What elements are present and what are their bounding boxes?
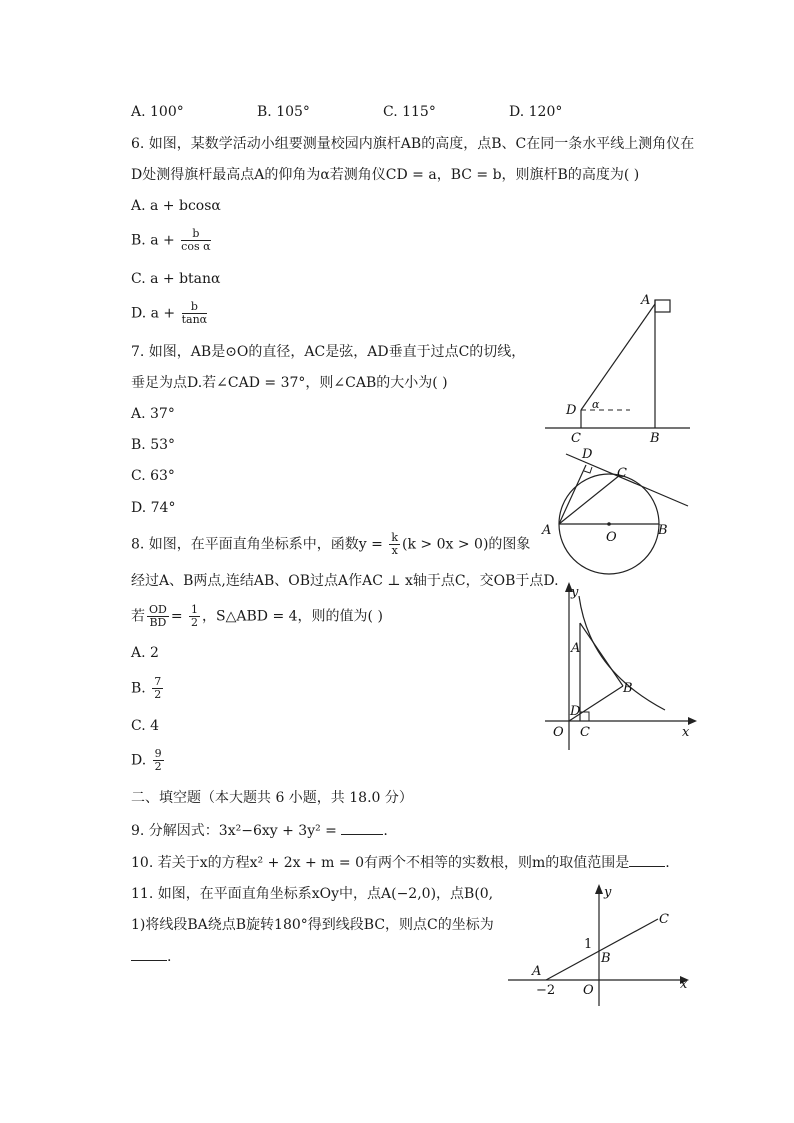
fig7-label-c: C (617, 466, 627, 481)
q7-option-b[interactable]: B. 53° (131, 437, 176, 453)
q6-option-d-num: b (182, 301, 208, 314)
q8-half (189, 604, 200, 629)
fig7-segment-ad (559, 465, 586, 524)
fig7-label-a: A (542, 523, 552, 538)
q8-half-num: 1 (191, 603, 199, 616)
q8-option-b-num: 7 (154, 675, 162, 688)
q11-answer-blank[interactable] (131, 946, 167, 961)
fig7-label-o: O (606, 530, 617, 545)
q6-option-d-den: tanα (181, 313, 208, 326)
fig6-label-d: D (566, 403, 577, 418)
q8-line3-prefix: 若 (131, 608, 145, 625)
q8-stem-line1 (131, 532, 530, 557)
fig6-label-c: C (571, 431, 581, 446)
q8-stem-line2: 经过A、B两点,连结AB、OB过点A作AC ⊥ x轴于点C，交OB于点D. (131, 573, 559, 589)
q8-bd: BD (149, 616, 167, 629)
section-heading: 二、填空题（本大题共 6 小题，共 18.0 分） (131, 790, 413, 806)
q8-option-d[interactable] (131, 748, 166, 773)
fig6-label-b: B (650, 431, 660, 446)
q6-option-b-den: cos α (181, 240, 211, 253)
fig7-chord-ac (559, 475, 620, 524)
fig11-label-a: A (532, 964, 542, 979)
fig7-label-b: B (658, 523, 668, 538)
q7-stem-line2: 垂足为点D.若∠CAD = 37°，则∠CAB的大小为( ) (131, 375, 448, 391)
q11-stem-line1: 11. 如图，在平面直角坐标系xOy中，点A(−2,0)，点B(0, (131, 886, 494, 902)
fig8-label-c: C (580, 725, 590, 740)
fig11-label-b: B (601, 951, 611, 966)
fig7-label-d: D (582, 447, 593, 462)
q6-stem-line2: D处测得旗杆最高点A的仰角为α若测角仪CD = a，BC = b，则旗杆B的高度为( ) (131, 167, 640, 183)
q8-option-d-den: 2 (154, 760, 162, 773)
q8-option-c[interactable]: C. 4 (131, 718, 160, 734)
q6-option-b[interactable] (131, 228, 213, 253)
figure-hyperbola (545, 578, 695, 750)
q11-stem-line2: 1)将线段BA绕点B旋转180°得到线段BC，则点C的坐标为 (131, 917, 494, 933)
q8-k: k (391, 531, 399, 544)
q6-option-d-fraction (182, 301, 208, 326)
q8-x: x (391, 544, 398, 557)
q8-line1-prefix: 8. 如图，在平面直角坐标系中，函数y = (131, 536, 388, 553)
q6-stem-line1: 6. 如图，某数学活动小组要测量校园内旗杆AB的高度，点B、C在同一条水平线上测角仪在 (131, 136, 695, 152)
q10-answer-blank[interactable] (629, 852, 665, 867)
q11-stem-line3 (131, 946, 171, 967)
q8-option-b-den: 2 (154, 688, 162, 701)
fig6-label-alpha: α (592, 398, 600, 411)
q8-line3-mid: = (170, 608, 188, 625)
q7-option-a[interactable]: A. 37° (131, 406, 175, 422)
q8-option-b[interactable] (131, 676, 165, 701)
q6-option-a[interactable]: A. a + bcosα (131, 198, 221, 214)
figure-flagpole (540, 290, 692, 450)
q6-option-b-prefix: B. a + (131, 232, 180, 249)
fig8-label-d: D (570, 704, 581, 719)
q8-option-d-prefix: D. (131, 752, 151, 769)
q6-option-c[interactable]: C. a + btanα (131, 271, 221, 287)
fig11-label-x: x (680, 977, 688, 992)
q6-option-d[interactable] (131, 301, 209, 326)
fig8-label-x: x (682, 725, 690, 740)
q9-end: . (383, 823, 388, 839)
q10-end: . (665, 855, 670, 871)
fig6-label-a: A (641, 293, 651, 308)
fig6-sight-line (581, 304, 655, 410)
q6-option-b-num: b (181, 228, 210, 241)
fig11-label-1: 1 (584, 937, 593, 952)
fig7-center-dot (607, 522, 611, 526)
fig11-segment-ac (546, 919, 658, 980)
q8-od: OD (149, 603, 167, 616)
q8-option-b-fraction (152, 676, 163, 701)
q5-option-a[interactable]: A. 100° (131, 104, 184, 120)
q8-k-over-x (389, 532, 400, 557)
q8-stem-line3 (131, 604, 383, 629)
fig8-label-b: B (623, 681, 633, 696)
q8-option-b-prefix: B. (131, 680, 151, 697)
q9-stem (131, 820, 388, 841)
q8-option-a[interactable]: A. 2 (131, 645, 159, 661)
q7-option-c[interactable]: C. 63° (131, 468, 175, 484)
q9-text: 9. 分解因式：3x²−6xy + 3y² = (131, 823, 342, 839)
fig8-label-y: y (571, 585, 579, 600)
figure-circle-tangent (538, 448, 694, 580)
fig6-flag (655, 300, 670, 312)
fig8-label-a: A (571, 641, 581, 656)
q5-option-b[interactable]: B. 105° (257, 104, 310, 120)
q8-line1-suffix: (k > 0x > 0)的图象 (402, 536, 531, 553)
q7-option-d[interactable]: D. 74° (131, 500, 176, 516)
q9-answer-blank[interactable] (341, 820, 383, 835)
q7-stem-line1: 7. 如图，AB是⊙O的直径，AC是弦，AD垂直于过点C的切线， (131, 344, 526, 360)
q8-option-d-fraction (153, 748, 164, 773)
q8-line3-suffix: ，S△ABD = 4，则的值为( ) (202, 608, 383, 625)
q10-text: 10. 若关于x的方程x² + 2x + m = 0有两个不相等的实数根，则m的取值范围是 (131, 855, 630, 871)
q8-od-over-bd (147, 604, 169, 629)
fig8-segment-ab (580, 623, 623, 686)
q11-end: . (167, 949, 172, 965)
q8-half-den: 2 (191, 616, 199, 629)
q6-option-b-fraction (181, 228, 210, 253)
q6-option-d-prefix: D. a + (131, 305, 180, 322)
q8-option-d-num: 9 (154, 747, 162, 760)
fig11-label-c: C (659, 912, 669, 927)
fig11-y-arrow (595, 884, 603, 894)
fig11-label-y: y (604, 885, 612, 900)
q10-stem (131, 852, 670, 873)
figure-rotation (508, 880, 694, 1008)
fig8-curve (579, 596, 665, 710)
fig8-x-arrow (688, 717, 697, 725)
fig11-label-neg2: −2 (536, 983, 556, 998)
q5-option-c[interactable]: C. 115° (383, 104, 436, 120)
q5-option-d[interactable]: D. 120° (509, 104, 563, 120)
fig11-label-o: O (583, 983, 594, 998)
fig8-label-o: O (553, 725, 564, 740)
